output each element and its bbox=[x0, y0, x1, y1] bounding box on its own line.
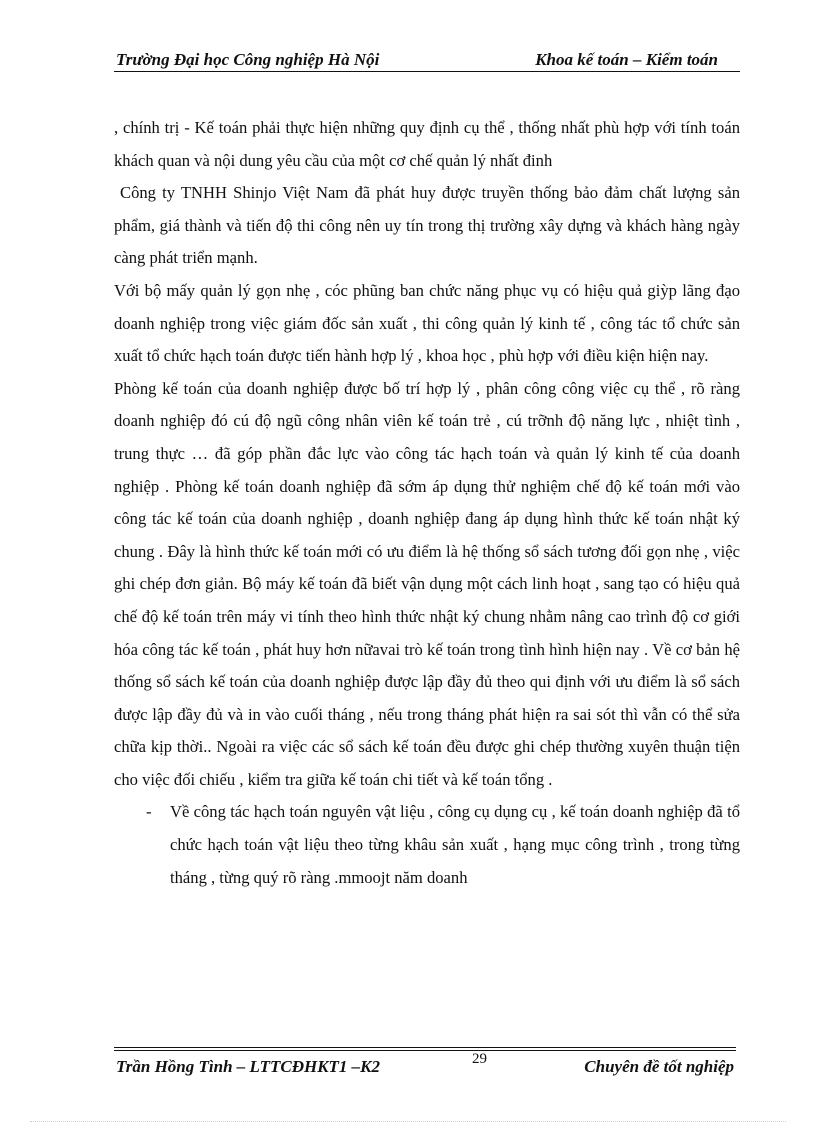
page-header bbox=[114, 48, 740, 72]
footer-title: Chuyên đề tốt nghiệp bbox=[584, 1057, 734, 1076]
page-edge bbox=[30, 1121, 786, 1122]
page-footer bbox=[114, 1047, 736, 1083]
header-university: Trường Đại học Công nghiệp Hà Nội bbox=[116, 50, 380, 69]
list-item-text: Về công tác hạch toán nguyên vật liệu , công cụ dụng cụ , kế toán doanh nghiệp đã tổ chức hạch toán vật liệu theo từng khâu sản xuất , hạng mục công trình , trong từng tháng , từng quý rõ ràng .mmoojt năm doanh bbox=[170, 802, 740, 887]
footer-rule-top bbox=[114, 1047, 736, 1048]
header-faculty: Khoa kế toán – Kiểm toán bbox=[535, 50, 718, 69]
footer-author: Trần Hồng Tình – LTTCĐHKT1 –K2 bbox=[116, 1057, 381, 1076]
paragraph: , chính trị - Kế toán phải thực hiện những quy định cụ thể , thống nhất phù hợp với tính toán khách quan và nội dung yêu cầu của một cơ chế quản lý nhất đinh bbox=[114, 118, 740, 170]
body-text bbox=[114, 112, 740, 894]
header-rule bbox=[114, 71, 740, 72]
list-item bbox=[114, 796, 740, 894]
paragraph: Với bộ mấy quản lý gọn nhẹ , cóc phũng ban chức năng phục vụ có hiệu quả giỳp lãng đạo doanh nghiệp trong việc giám đốc sản xuất , thi công quản lý kinh tế , công tác tổ chức sản xuất tổ chức hạch toán được tiến hành hợp lý , khoa học , phù hợp với điều kiện hiện nay. bbox=[114, 280, 740, 366]
list-marker: - bbox=[146, 802, 152, 822]
page-number: 29 bbox=[472, 1051, 487, 1067]
footer-rule-bottom bbox=[114, 1050, 736, 1051]
paragraph: Phòng kế toán của doanh nghiệp được bố trí hợp lý , phân công công việc cụ thể , rõ ràng doanh nghiệp đó cú độ ngũ công nhân viên kế toán trẻ , cú trỡnh độ năng lực , nhiệt tình , trung thực … đã góp phần đắc lực vào công tác hạch toán và quản lý kinh tế của doanh nghiệp . Phòng kế toán doanh nghiệp đã sớm áp dụng thử nghiệm chế độ kế toán mới vào công tác kế toán của doanh nghiệp , doanh nghiệp đang áp dụng hình thức kế toán nhật ký chung . Đây là hình thức kế toán mới có ưu điểm là hệ thống sổ sách tương đối gọn nhẹ , việc ghi chép đơn giản. Bộ máy kế toán đã biết vận dụng một cách linh hoạt , sang tạo có hiệu quả chế độ kế toán trên máy vi tính theo hình thức nhật ký chung nhằm nâng cao trình độ cơ giới hóa công tác kế toán , phát huy hơn nữavai trò kế toán trong tình hình hiện nay . Về cơ bản hệ thống sổ sách kế toán của doanh nghiệp được lập đầy đủ theo qui định với ưu điểm là sổ sách được lập đầy đủ và in vào cuối tháng , nếu trong tháng phát hiện ra sai sót thì vẫn có thể sửa chữa kịp thời.. Ngoài ra việc các sổ sách kế toán đều được ghi chép thường xuyên thuận tiện cho việc đối chiếu , kiểm tra giữa kế toán chi tiết và kế toán tổng . bbox=[114, 378, 740, 789]
paragraph: Công ty TNHH Shinjo Việt Nam đã phát huy được truyền thống bảo đảm chất lượng sản phẩm, giá thành và tiến độ thi công nên uy tín trong thị trường xây dựng và khách hàng ngày càng phát triển mạnh. bbox=[114, 183, 740, 268]
